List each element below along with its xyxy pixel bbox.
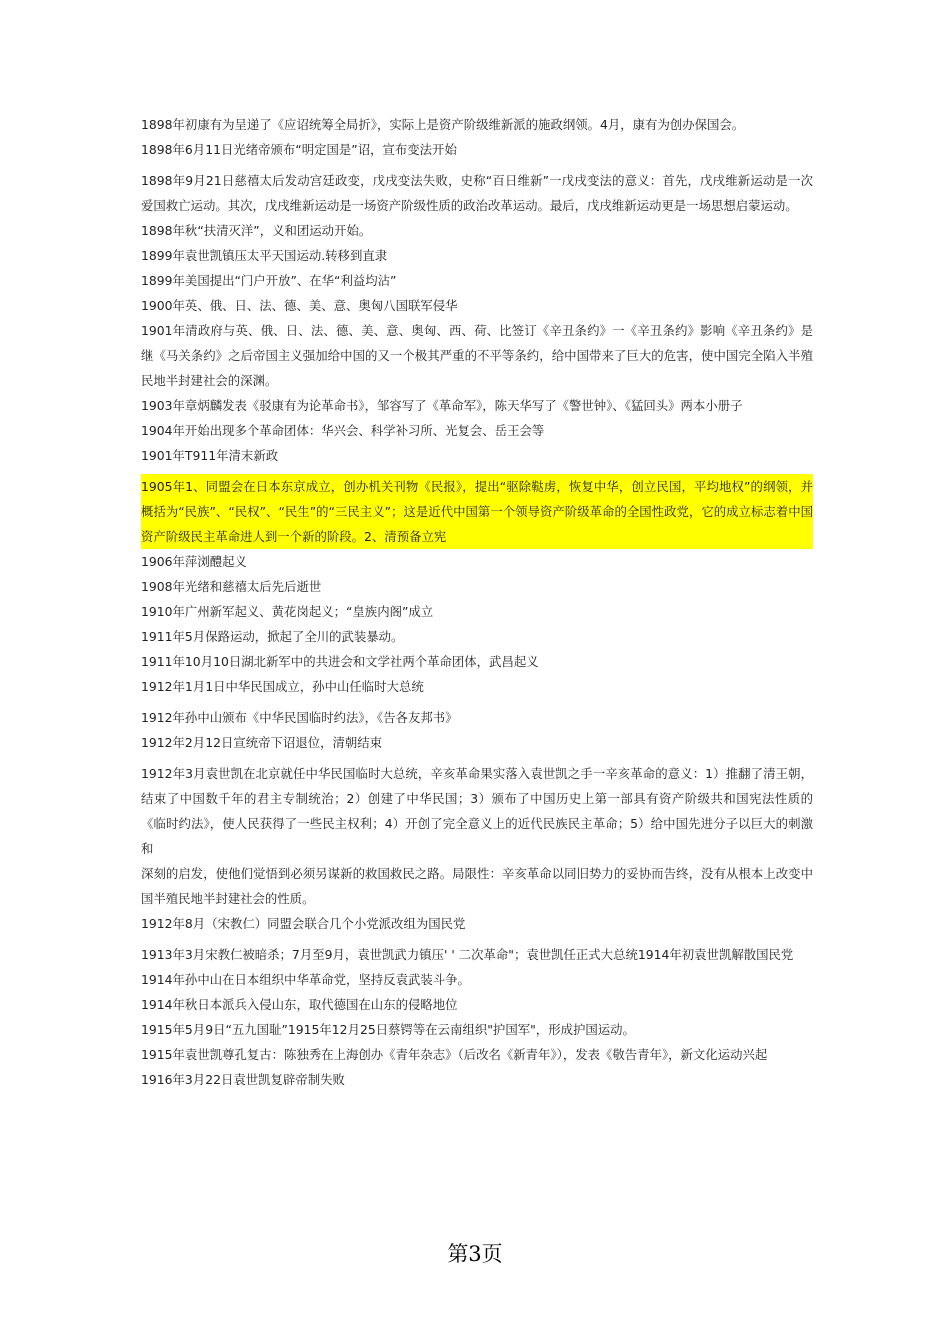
paragraph-1901-new-policies: 1901年T911年清末新政: [141, 448, 279, 463]
paragraph-1912-kmt: 1912年8月（宋教仁）同盟会联合几个小党派改组为国民党: [141, 916, 466, 931]
paragraph-1904-groups: 1904年开始出现多个革命团体：华兴会、科学补习所、光复会、岳王会等: [141, 423, 545, 438]
paragraph-1911-wuchang: 1911年10月10日湖北新军中的共进会和文学社两个革命团体，武昌起义: [141, 654, 539, 669]
paragraph-1914-shandong: 1914年秋日本派兵入侵山东，取代德国在山东的侵略地位: [141, 997, 458, 1012]
paragraph-1912-provisional-constitution: 1912年孙中山颁布《中华民国临时约法》，《告各友邦书》: [141, 710, 458, 725]
paragraph-1912-abdication: 1912年2月12日宣统帝下诏退位，清朝结束: [141, 735, 383, 750]
paragraph-1916-restoration-failed: 1916年3月22日袁世凯复辟帝制失败: [141, 1072, 345, 1087]
paragraph-1912-yuan-president: 1912年3月袁世凯在北京就任中华民国临时大总统，辛亥革命果实落入袁世凯之手一辛亥革命的意义：1）推翻了清王朝，结束了中国数千年的君主专制统治；2）创建了中华民国；3）颁布了中国历史上第一部具有资产阶级共和国宪法性质的《临时约法》，使人民获得了一些民主权利；4）开创了完全意义上的近代民族民主革命；5）给中国先进分子以巨大的刺激和: [141, 766, 813, 856]
paragraph-1899-open-door: 1899年美国提出“门户开放”、在华“利益均沾”: [141, 273, 397, 288]
paragraph-1901-boxer-protocol: 1901年清政府与英、俄、日、法、德、美、意、奥匈、西、荷、比签订《辛丑条约》一《辛丑条约》影响《辛丑条约》是继《马关条约》之后帝国主义强加给中国的又一个极其严重的不平等条约，给中国带来了巨大的危害，使中国完全陷入半殖民地半封建社会的深渊。: [141, 323, 813, 388]
page-number: 第3页: [447, 1242, 503, 1266]
paragraph-1903-revolutionary-writings: 1903年章炳麟发表《驳康有为论革命书》，邹容写了《革命军》，陈天华写了《警世钟》、《猛回头》两本小册子: [141, 398, 743, 413]
paragraph-1908-deaths: 1908年光绪和慈禧太后先后逝世: [141, 579, 322, 594]
paragraph-1912-roc-founded: 1912年1月1日中华民国成立，孙中山任临时大总统: [141, 679, 424, 694]
document-body: [141, 112, 813, 1092]
paragraph-1915-new-culture: 1915年袁世凯尊孔复古：陈独秀在上海创办《青年杂志》（后改名《新青年》），发表《敬告青年》，新文化运动兴起: [141, 1047, 768, 1062]
paragraph-1905-tongmenghui-highlighted: 1905年1、同盟会在日本东京成立，创办机关刊物《民报》，提出“驱除鞑虏，恢复中华，创立民国，平均地权”的纲领，并概括为“民族”、“民权”、“民生”的“三民主义”；这是近代中国第一个领导资产阶级革命的全国性政党，它的成立标志着中国资产阶级民主革命进人到一个新的阶段。2、清预备立宪: [141, 474, 813, 549]
paragraph-1898-memorial: 1898年初康有为呈递了《应诏统筹全局折》，实际上是资产阶级维新派的施政纲领。4月，康有为创办保国会。: [141, 117, 745, 132]
paragraph-1900-eight-nations: 1900年英、俄、日、法、德、美、意、奥匈八国联军侵华: [141, 298, 458, 313]
paragraph-xinhai-limitations: 深刻的启发，使他们觉悟到必须另谋新的救国救民之路。局限性：辛亥革命以同旧势力的妥协而告终，没有从根本上改变中国半殖民地半封建社会的性质。: [141, 866, 813, 906]
paragraph-1914-chinese-revolutionary-party: 1914年孙中山在日本组织中华革命党，坚持反袁武装斗争。: [141, 972, 470, 987]
paragraph-1899-yuan: 1899年袁世凯镇压太平天国运动.转移到直隶: [141, 248, 388, 263]
paragraph-1913-second-revolution: 1913年3月宋教仁被暗杀；7月至9月，袁世凯武力镇压' ' 二次革命"；袁世凯任正式大总统1914年初袁世凯解散国民党: [141, 947, 794, 962]
paragraph-1898-reform-edict: 1898年6月11日光绪帝颁布“明定国是”诏，宣布变法开始: [141, 142, 457, 157]
paragraph-1910-guangzhou: 1910年广州新军起义、黄花岗起义；“皇族内阁”成立: [141, 604, 434, 619]
paragraph-1915-national-humiliation: 1915年5月9日“五九国耻”1915年12月25日蔡锷等在云南组织"护国军"，形成护国运动。: [141, 1022, 635, 1037]
paragraph-1906-uprising: 1906年萍浏醴起义: [141, 554, 247, 569]
paragraph-1898-boxer: 1898年秋“扶清灭洋”，义和团运动开始。: [141, 223, 372, 238]
paragraph-1898-coup: 1898年9月21日慈禧太后发动宫廷政变，戊戌变法失败，史称“百日维新”一戊戌变法的意义：首先，戊戌维新运动是一次爱国救亡运动。其次，戊戌维新运动是一场资产阶级性质的政治改革运动。最后，戊戌维新运动更是一场思想启蒙运动。: [141, 173, 813, 213]
paragraph-1911-railway: 1911年5月保路运动，掀起了全川的武装暴动。: [141, 629, 404, 644]
